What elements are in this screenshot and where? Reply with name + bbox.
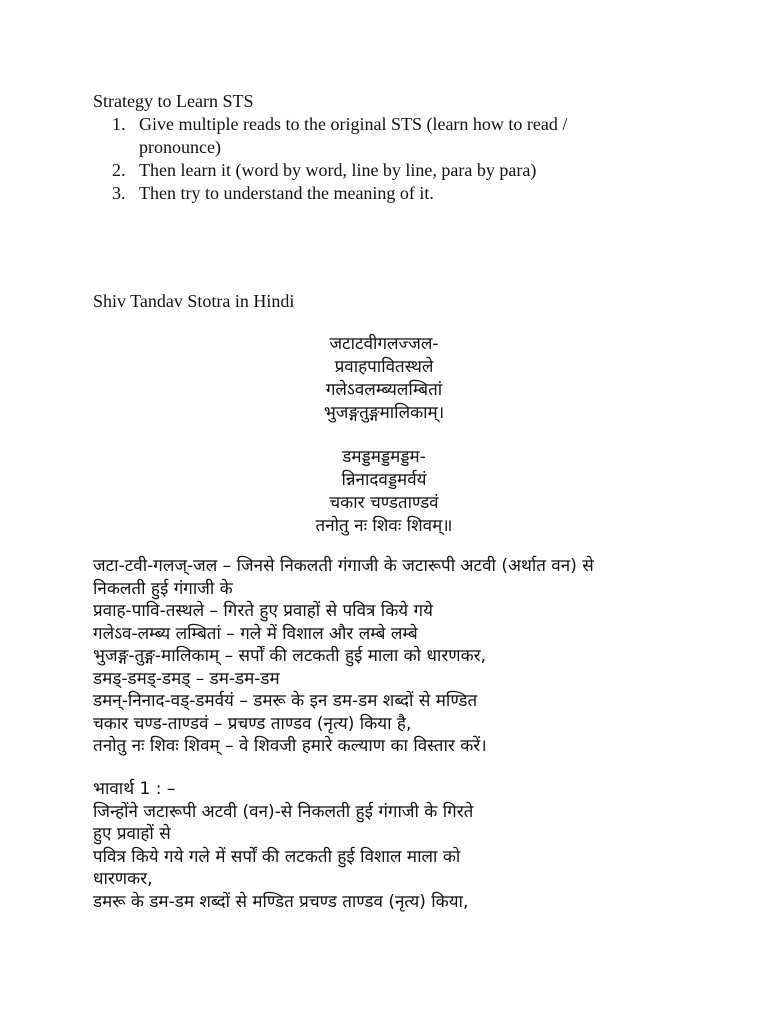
verse-line: डमड्डमड्डमड्डम- [342,447,426,467]
list-text: Give multiple reads to the original STS (learn how to read / pronounce) [139,114,568,157]
explanation-line: भुजङ्ग-तुङ्ग-मालिकाम् – सर्पों की लटकती हुई माला को धारणकर, [93,646,486,666]
verse-line: प्रवाहपावितस्थले [334,357,434,377]
verse-line: तनोतु नः शिवः शिवम्॥ [315,516,453,536]
list-number: 3. [112,183,126,203]
meaning-line: डमरू के डम-डम शब्दों से मण्डित प्रचण्ड ताण्डव (नृत्य) किया, [93,891,469,912]
explanation-line: प्रवाह-पावि-तस्थले – गिरते हुए प्रवाहों से पवित्र किये गये [93,601,433,621]
verse-line: भुजङ्गतुङ्गमालिकाम्। [323,403,445,423]
meaning-line: हुए प्रवाहों से [93,824,171,844]
verse-line: जटाटवीगलज्जल- [329,334,439,354]
explanation-line: डमड्-डमड्-डमड् – डम-डम-डम [93,668,280,689]
list-text: Then try to understand the meaning of it. [139,183,434,203]
meaning-line: धारणकर, [93,869,153,889]
meaning-section [93,778,693,913]
strategy-title: Strategy to Learn STS [93,91,254,111]
explanation-line: चकार चण्ड-ताण्डवं – प्रचण्ड ताण्डव (नृत्य) किया है, [93,713,412,734]
explanation-line: तनोतु नः शिवः शिवम् – वे शिवजी हमारे कल्याण का विस्तार करें। [93,736,487,756]
explanation-line: गलेऽव-लम्ब्य लम्बितां – गले में विशाल और लम्बे लम्बे [93,623,418,644]
list-number: 1. [112,114,126,134]
verse-2 [0,446,768,538]
strategy-list [112,113,652,205]
meaning-line: पवित्र किये गये गले में सर्पों की लटकती हुई विशाल माला को [93,846,461,867]
verse-line: न्निनादवड्डमर्वयं [341,470,427,490]
list-item [112,113,652,159]
explanation-line: निकलती हुई गंगाजी के [93,578,233,599]
meaning-title: भावार्थ 1 : – [93,779,176,799]
list-item [112,159,652,182]
list-number: 2. [112,160,126,180]
verse-1 [0,333,768,425]
word-explanation [93,555,693,758]
meaning-line: जिन्होंने जटारूपी अटवी (वन)-से निकलती हुई गंगाजी के गिरते [93,801,474,822]
list-text: Then learn it (word by word, line by line, para by para) [139,160,537,180]
explanation-line: जटा-टवी-गलज्-जल – जिनसे निकलती गंगाजी के जटारूपी अटवी (अर्थात वन) से [93,556,594,576]
verse-line: गलेऽवलम्ब्यलम्बितां [325,380,443,400]
section-title: Shiv Tandav Stotra in Hindi [93,291,295,311]
list-item [112,182,652,205]
explanation-line: डमन्-निनाद-वड्-डमर्वयं – डमरू के इन डम-डम शब्दों से मण्डित [93,691,478,711]
verse-line: चकार चण्डताण्डवं [329,493,439,513]
